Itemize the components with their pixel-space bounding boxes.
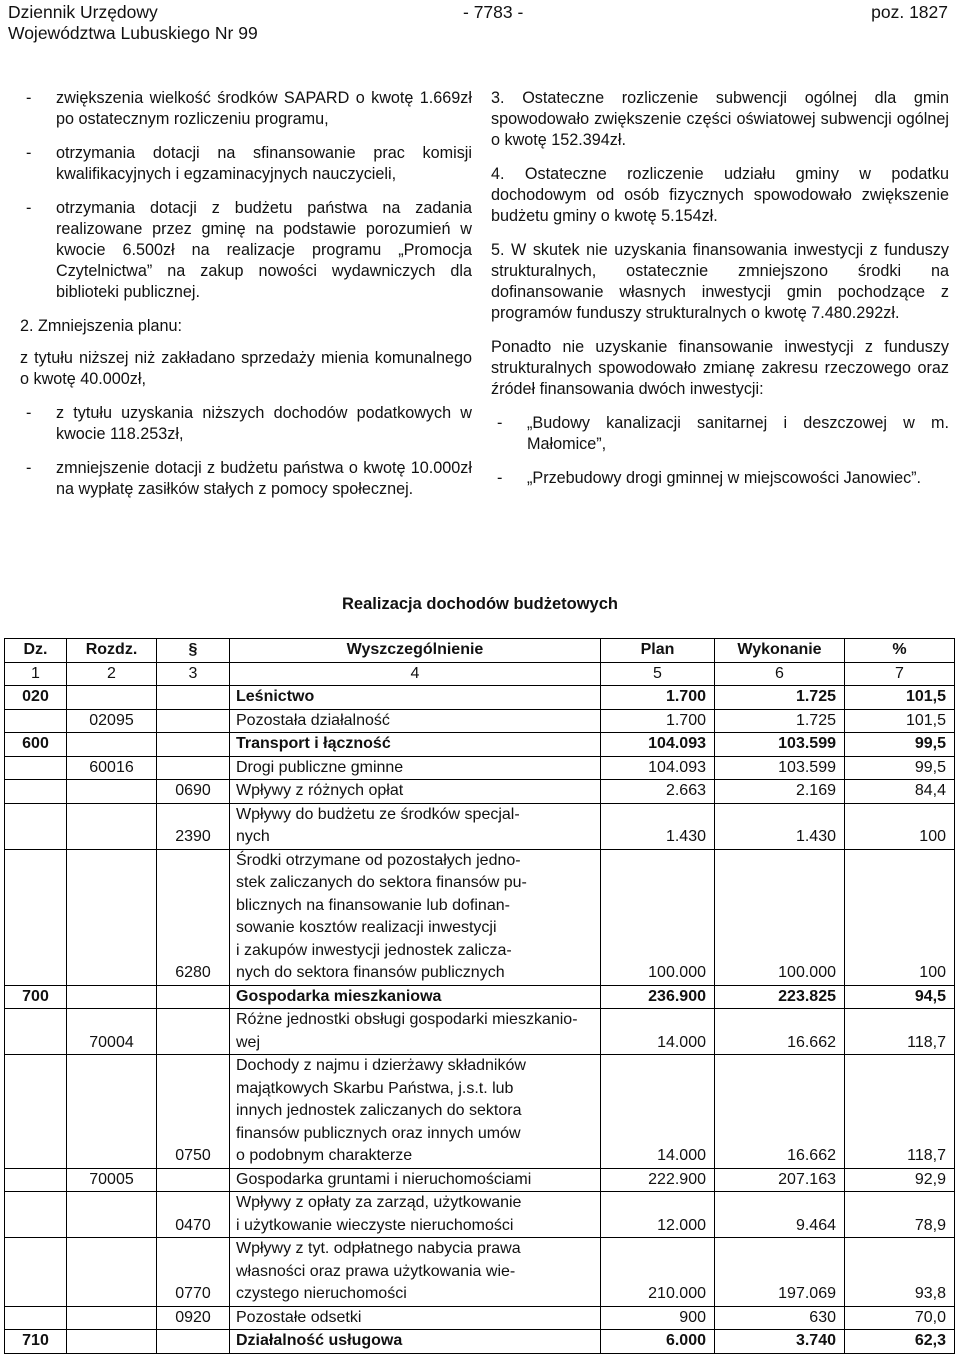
table-row: [5, 1306, 955, 1330]
cell-rozdz: [67, 780, 157, 804]
list-item: - „Budowy kanalizacji sanitarnej i deszczowej w m. Małomice”,: [497, 414, 949, 453]
cell-execution: 16.662: [715, 1009, 845, 1055]
cell-paragraph: [157, 709, 230, 733]
cell-rozdz: [67, 686, 157, 710]
cell-execution: 630: [715, 1306, 845, 1330]
cell-plan: 222.900: [601, 1168, 715, 1192]
cell-paragraph: 0770: [157, 1238, 230, 1307]
paragraph: 5. W skutek nie uzyskania finansowania inwestycji z funduszy strukturalnych, ostatecznie zmniejszono środki na dofinansowanie własnych inwestycji gmin pochodzące z programów funduszy strukturalnych o kwotę 7.480.292zł.: [491, 241, 949, 322]
table-row: [5, 1009, 955, 1055]
table-row: [5, 709, 955, 733]
column-header: Wyszczególnienie: [230, 639, 601, 663]
table-row: [5, 756, 955, 780]
column-header: Dz.: [5, 639, 67, 663]
cell-dz: [5, 1192, 67, 1238]
table-row: [5, 780, 955, 804]
cell-description: Transport i łączność: [230, 733, 601, 757]
cell-description: Wpływy z różnych opłat: [230, 780, 601, 804]
cell-plan: 236.900: [601, 985, 715, 1009]
cell-dz: [5, 1055, 67, 1169]
cell-percent: 100: [845, 849, 955, 985]
cell-plan: 210.000: [601, 1238, 715, 1307]
cell-rozdz: 02095: [67, 709, 157, 733]
cell-paragraph: [157, 1168, 230, 1192]
cell-percent: 92,9: [845, 1168, 955, 1192]
cell-rozdz: [67, 733, 157, 757]
column-header: Plan: [601, 639, 715, 663]
journal-subtitle: Województwa Lubuskiego Nr 99: [8, 23, 258, 43]
list-item: - otrzymania dotacji na sfinansowanie prac komisji kwalifikacyjnych i egzaminacyjnych nauczycieli,: [26, 144, 472, 183]
table-row: [5, 849, 955, 985]
cell-execution: 197.069: [715, 1238, 845, 1307]
table-row: [5, 803, 955, 849]
table-row: [5, 733, 955, 757]
column-header: Rozdz.: [67, 639, 157, 663]
cell-paragraph: [157, 1009, 230, 1055]
cell-description: Gospodarka gruntami i nieruchomościami: [230, 1168, 601, 1192]
cell-rozdz: [67, 803, 157, 849]
cell-percent: 101,5: [845, 709, 955, 733]
column-header: %: [845, 639, 955, 663]
cell-description: Wpływy z tyt. odpłatnego nabycia prawa własności oraz prawa użytkowania wie- czystego nieruchomości: [230, 1238, 601, 1307]
cell-plan: 14.000: [601, 1009, 715, 1055]
cell-plan: 1.700: [601, 709, 715, 733]
paragraph: z tytułu niższej niż zakładano sprzedaży mienia komunalnego o kwotę 40.000zł,: [20, 349, 472, 388]
cell-percent: 62,3: [845, 1330, 955, 1354]
budget-table: [4, 638, 955, 1354]
cell-rozdz: [67, 1330, 157, 1354]
cell-paragraph: 0920: [157, 1306, 230, 1330]
cell-description: Pozostała działalność: [230, 709, 601, 733]
cell-paragraph: [157, 733, 230, 757]
cell-rozdz: [67, 1306, 157, 1330]
cell-percent: 99,5: [845, 733, 955, 757]
cell-dz: [5, 756, 67, 780]
section-heading: 2. Zmniejszenia planu:: [20, 317, 182, 335]
cell-rozdz: [67, 1055, 157, 1169]
cell-description: Środki otrzymane od pozostałych jedno- stek zaliczanych do sektora finansów pu- blicznych na finansowanie lub dofinan- sowanie kosztów realizacji inwestycji i zakupów inwestycji jednostek zalicza- nych do sektora finansów publicznych: [230, 849, 601, 985]
column-number: 1: [5, 662, 67, 686]
cell-dz: [5, 1306, 67, 1330]
cell-execution: 1.430: [715, 803, 845, 849]
cell-description: Pozostałe odsetki: [230, 1306, 601, 1330]
cell-plan: 104.093: [601, 756, 715, 780]
cell-dz: 600: [5, 733, 67, 757]
cell-dz: [5, 780, 67, 804]
cell-dz: [5, 709, 67, 733]
cell-paragraph: 0690: [157, 780, 230, 804]
cell-plan: 100.000: [601, 849, 715, 985]
paragraph: 4. Ostateczne rozliczenie udziału gminy w podatku dochodowym od osób fizycznych spowodowało zwiększenie budżetu gminy o kwotę 5.154zł.: [491, 165, 949, 225]
list-item: - z tytułu uzyskania niższych dochodów podatkowych w kwocie 118.253zł,: [26, 404, 472, 443]
cell-paragraph: 0750: [157, 1055, 230, 1169]
cell-plan: 1.430: [601, 803, 715, 849]
cell-plan: 12.000: [601, 1192, 715, 1238]
cell-percent: 84,4: [845, 780, 955, 804]
column-number: 6: [715, 662, 845, 686]
cell-paragraph: [157, 985, 230, 1009]
cell-paragraph: 2390: [157, 803, 230, 849]
table-row: [5, 1238, 955, 1307]
cell-paragraph: 6280: [157, 849, 230, 985]
journal-title: Dziennik Urzędowy: [8, 2, 158, 22]
table-title: Realizacja dochodów budżetowych: [342, 595, 618, 613]
cell-plan: 6.000: [601, 1330, 715, 1354]
cell-description: Leśnictwo: [230, 686, 601, 710]
cell-execution: 223.825: [715, 985, 845, 1009]
cell-dz: [5, 803, 67, 849]
cell-percent: 118,7: [845, 1055, 955, 1169]
table-row: [5, 1330, 955, 1354]
table-header-row: [5, 639, 955, 663]
cell-percent: 94,5: [845, 985, 955, 1009]
cell-execution: 100.000: [715, 849, 845, 985]
table-row: [5, 1168, 955, 1192]
cell-percent: 118,7: [845, 1009, 955, 1055]
column-header: Wykonanie: [715, 639, 845, 663]
list-item: - otrzymania dotacji z budżetu państwa na zadania realizowane przez gminę na podstawie porozumień w kwocie 6.500zł na realizacje programu „Promocja Czytelnictwa” na zakup nowości wydawniczych dla biblioteki publicznej.: [26, 199, 472, 301]
cell-paragraph: [157, 1330, 230, 1354]
cell-paragraph: [157, 756, 230, 780]
cell-plan: 104.093: [601, 733, 715, 757]
cell-plan: 900: [601, 1306, 715, 1330]
cell-description: Drogi publiczne gminne: [230, 756, 601, 780]
right-column: [491, 88, 949, 502]
cell-plan: 2.663: [601, 780, 715, 804]
cell-dz: 710: [5, 1330, 67, 1354]
list-item: - zmniejszenie dotacji z budżetu państwa o kwotę 10.000zł na wypłatę zasiłków stałych z pomocy społecznej.: [26, 459, 472, 498]
cell-execution: 3.740: [715, 1330, 845, 1354]
cell-dz: [5, 1009, 67, 1055]
cell-rozdz: [67, 849, 157, 985]
cell-rozdz: 60016: [67, 756, 157, 780]
cell-rozdz: [67, 1192, 157, 1238]
cell-dz: 700: [5, 985, 67, 1009]
page-number: - 7783 -: [463, 2, 524, 22]
cell-plan: 1.700: [601, 686, 715, 710]
left-column: [20, 88, 472, 513]
cell-description: Gospodarka mieszkaniowa: [230, 985, 601, 1009]
cell-description: Dochody z najmu i dzierżawy składników majątkowych Skarbu Państwa, j.s.t. lub innych jednostek zaliczanych do sektora finansów publicznych oraz innych umów o podobnym charakterze: [230, 1055, 601, 1169]
table-row: [5, 1055, 955, 1169]
column-number-row: [5, 662, 955, 686]
table-row: [5, 1192, 955, 1238]
paragraph: Ponadto nie uzyskanie finansowanie inwestycji z funduszy strukturalnych spowodowało zmianę zakresu rzeczowego oraz źródeł finansowania dwóch inwestycji:: [491, 338, 949, 398]
cell-percent: 93,8: [845, 1238, 955, 1307]
cell-plan: 14.000: [601, 1055, 715, 1169]
cell-paragraph: [157, 686, 230, 710]
cell-execution: 103.599: [715, 733, 845, 757]
column-number: 4: [230, 662, 601, 686]
cell-description: Różne jednostki obsługi gospodarki mieszkanio- wej: [230, 1009, 601, 1055]
cell-execution: 16.662: [715, 1055, 845, 1169]
cell-execution: 9.464: [715, 1192, 845, 1238]
cell-rozdz: 70005: [67, 1168, 157, 1192]
list-item: - „Przebudowy drogi gminnej w miejscowości Janowiec”.: [497, 469, 922, 487]
column-number: 7: [845, 662, 955, 686]
cell-execution: 103.599: [715, 756, 845, 780]
cell-percent: 100: [845, 803, 955, 849]
cell-rozdz: [67, 985, 157, 1009]
cell-execution: 1.725: [715, 686, 845, 710]
cell-percent: 101,5: [845, 686, 955, 710]
position-number: poz. 1827: [871, 2, 948, 22]
cell-rozdz: 70004: [67, 1009, 157, 1055]
cell-dz: [5, 1238, 67, 1307]
cell-percent: 78,9: [845, 1192, 955, 1238]
table-row: [5, 985, 955, 1009]
column-number: 5: [601, 662, 715, 686]
cell-percent: 99,5: [845, 756, 955, 780]
cell-execution: 1.725: [715, 709, 845, 733]
column-number: 3: [157, 662, 230, 686]
cell-dz: [5, 1168, 67, 1192]
cell-dz: 020: [5, 686, 67, 710]
cell-paragraph: 0470: [157, 1192, 230, 1238]
cell-description: Wpływy z opłaty za zarząd, użytkowanie i użytkowanie wieczyste nieruchomości: [230, 1192, 601, 1238]
table-row: [5, 686, 955, 710]
cell-execution: 2.169: [715, 780, 845, 804]
cell-dz: [5, 849, 67, 985]
cell-percent: 70,0: [845, 1306, 955, 1330]
page-header: [8, 2, 948, 44]
column-header: §: [157, 639, 230, 663]
cell-description: Wpływy do budżetu ze środków specjal- nych: [230, 803, 601, 849]
cell-description: Działalność usługowa: [230, 1330, 601, 1354]
cell-execution: 207.163: [715, 1168, 845, 1192]
column-number: 2: [67, 662, 157, 686]
cell-rozdz: [67, 1238, 157, 1307]
list-item: - zwiększenia wielkość środków SAPARD o kwotę 1.669zł po ostatecznym rozliczeniu programu,: [26, 89, 472, 128]
paragraph: 3. Ostateczne rozliczenie subwencji ogólnej dla gmin spowodowało zwiększenie części oświatowej subwencji ogólnej o kwotę 152.394zł.: [491, 89, 949, 149]
